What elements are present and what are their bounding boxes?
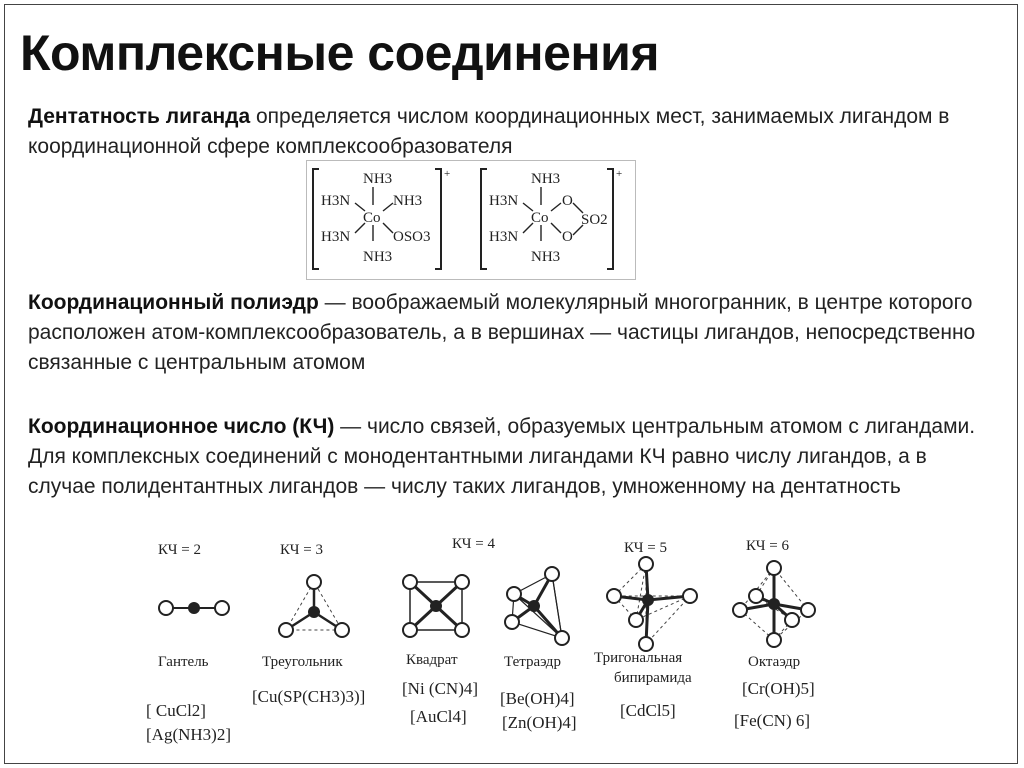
cobalt-complex-structures bbox=[306, 160, 636, 280]
geometry-cn-label: КЧ = 3 bbox=[280, 542, 324, 558]
right-ring-sulfur: SO2 bbox=[581, 212, 608, 228]
trigonal-bipyramid-diagram bbox=[607, 557, 697, 651]
geometry-formula: [Ni (CN)4] bbox=[402, 679, 479, 698]
geometry-formula: [Cu(SP(CH3)3)] bbox=[252, 687, 366, 706]
left-lower-right-ligand: OSO3 bbox=[393, 229, 431, 245]
left-charge: + bbox=[444, 168, 451, 180]
right-ring-oxygen-1: O bbox=[562, 193, 573, 209]
geometry-formula: [Be(OH)4] bbox=[500, 689, 575, 708]
right-charge: + bbox=[616, 168, 623, 180]
right-top-ligand: NH3 bbox=[531, 171, 561, 187]
geometry-name: Тригональная bbox=[594, 650, 683, 666]
dumbbell-diagram bbox=[159, 601, 229, 615]
polyhedron-term: Координационный полиэдр bbox=[28, 291, 319, 314]
geometry-formula: [Ag(NH3)2] bbox=[146, 725, 231, 744]
right-upper-left-ligand: H3N bbox=[489, 193, 519, 209]
geometry-formula: [AuCl4] bbox=[410, 707, 467, 726]
geometry-cn-label: КЧ = 5 bbox=[624, 540, 668, 556]
geometry-formula: [CdCl5] bbox=[620, 701, 676, 720]
geometry-name: Тетраэдр bbox=[504, 654, 561, 670]
slide-title: Комплексные соединения bbox=[20, 25, 660, 81]
geometry-formula: [ CuCl2] bbox=[146, 701, 206, 720]
octahedron-diagram bbox=[733, 561, 815, 647]
left-bottom-ligand: NH3 bbox=[363, 249, 393, 265]
left-top-ligand: NH3 bbox=[363, 171, 393, 187]
polyhedron-paragraph bbox=[28, 288, 988, 378]
left-center-atom: Co bbox=[363, 210, 381, 226]
tetrahedron-diagram bbox=[505, 567, 569, 645]
geometry-formula: [Fe(CN) 6] bbox=[734, 711, 811, 730]
geometry-name: Октаэдр bbox=[748, 654, 801, 670]
geometry-cn-label: КЧ = 4 bbox=[452, 536, 496, 552]
right-bottom-ligand: NH3 bbox=[531, 249, 561, 265]
geometry-cn-label: КЧ = 2 bbox=[158, 542, 202, 558]
right-ring-oxygen-2: O bbox=[562, 229, 573, 245]
cn-term: Координационное число (КЧ) bbox=[28, 415, 335, 438]
dentate-term: Дентатность лиганда bbox=[28, 105, 251, 128]
geometry-name: Гантель bbox=[158, 654, 209, 670]
left-upper-right-ligand: NH3 bbox=[393, 193, 423, 209]
dentate-paragraph bbox=[28, 102, 988, 162]
geometry-name: бипирамида bbox=[614, 670, 692, 686]
right-center-atom: Co bbox=[531, 210, 549, 226]
polyhedron-text: — воображаемый молекулярный многогранник, в центре которого расположен атом-комплексообразователь, а в вершинах — частицы лигандов, непосредственно связанные с центральным атомом bbox=[28, 291, 976, 374]
left-lower-left-ligand: H3N bbox=[321, 229, 351, 245]
geometry-name: Квадрат bbox=[406, 652, 458, 668]
coordination-geometries-figure bbox=[130, 532, 850, 768]
coordination-number-paragraph bbox=[28, 412, 988, 502]
geometry-formula: [Zn(OH)4] bbox=[502, 713, 577, 732]
right-lower-left-ligand: H3N bbox=[489, 229, 519, 245]
geometry-cn-label: КЧ = 6 bbox=[746, 538, 790, 554]
geometry-formula: [Cr(OH)5] bbox=[742, 679, 815, 698]
cn-text: — число связей, образуемых центральным атомом с лигандами. Для комплексных соединений с монодентантными лигандами КЧ равно числу лигандов, а в случае полидентантных лигандов — числу таких лигандов, умноженному на дентатность bbox=[28, 415, 976, 498]
square-diagram bbox=[403, 575, 469, 637]
left-upper-left-ligand: H3N bbox=[321, 193, 351, 209]
triangle-diagram bbox=[279, 575, 349, 637]
dentate-text: определяется числом координационных мест, занимаемых лигандом в координационной сфере комплексообразователя bbox=[28, 105, 950, 158]
geometry-name: Треугольник bbox=[262, 654, 343, 670]
